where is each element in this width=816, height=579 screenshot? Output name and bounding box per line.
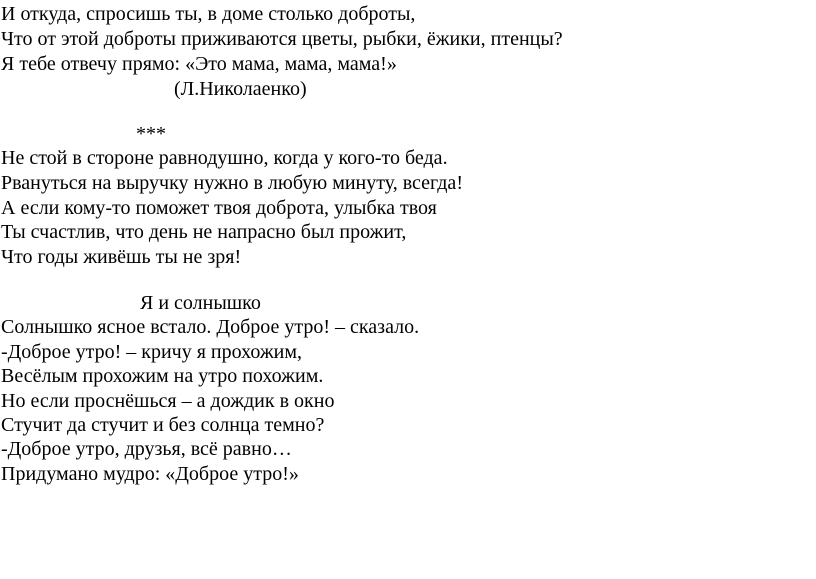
poem2-line-3: А если кому-то поможет твоя доброта, улыбка твоя [1, 197, 437, 219]
poem2-line-2: Рвануться на выручку нужно в любую минуту, всегда! [1, 172, 463, 194]
poem1-line-2: Что от этой доброты приживаются цветы, рыбки, ёжики, птенцы? [1, 28, 563, 50]
poem2-line-1: Не стой в стороне равнодушно, когда у кого-то беда. [1, 147, 448, 169]
poem3-line-1: Солнышко ясное встало. Доброе утро! – сказало. [1, 316, 420, 338]
poem3-title: Я и солнышко [140, 292, 261, 314]
poem3-line-5: Стучит да стучит и без солнца темно? [1, 414, 325, 436]
poem3-line-2: -Доброе утро! – кричу я прохожим, [1, 341, 303, 363]
poem1-line-3: Я тебе отвечу прямо: «Это мама, мама, мама!» [1, 53, 397, 75]
poem1-author: (Л.Николаенко) [174, 78, 307, 100]
poem2-line-5: Что годы живёшь ты не зря! [1, 246, 242, 268]
poem2-line-4: Ты счастлив, что день не напрасно был прожит, [1, 221, 407, 243]
poem3-line-3: Весёлым прохожим на утро похожим. [1, 365, 324, 387]
poem1-line-1: И откуда, спросишь ты, в доме столько доброты, [1, 3, 416, 25]
poem3-line-6: -Доброе утро, друзья, всё равно… [1, 438, 292, 460]
poem2-separator: *** [136, 123, 166, 145]
poem3-line-7: Придумано мудро: «Доброе утро!» [1, 463, 299, 485]
poem3-line-4: Но если проснёшься – а дождик в окно [1, 390, 335, 412]
